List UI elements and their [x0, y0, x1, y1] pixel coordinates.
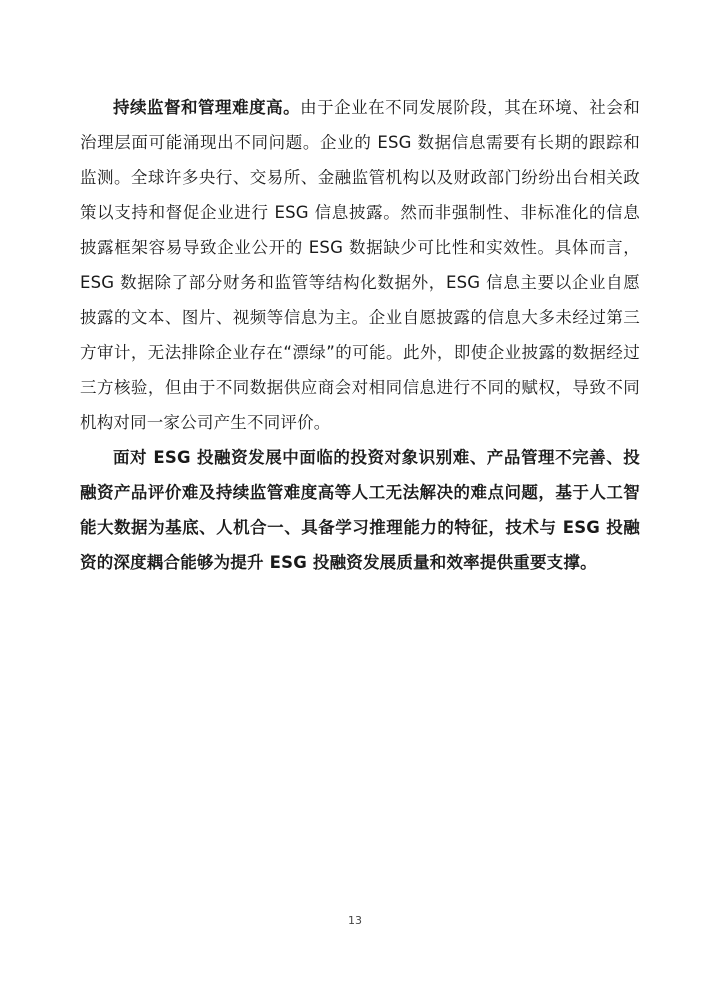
paragraph-body-text: 由于企业在不同发展阶段，其在环境、社会和治理层面可能涌现出不同问题。企业的 ESG 数据信息需要有长期的跟踪和监测。全球许多央行、交易所、金融监管机构以及财政部门纷纷出台相关政策以支持和督促企业进行 ESG 信息披露。然而非强制性、非标准化的信息披露框架容易导致企业公开的 ESG 数据缺少可比性和实效性。具体而言，ESG 数据除了部分财务和监管等结构化数据外，ESG 信息主要以企业自愿披露的文本、图片、视频等信息为主。企业自愿披露的信息大多未经过第三方审计，无法排除企业存在“漂绿”的可能。此外，即使企业披露的数据经过三方核验，但由于不同数据供应商会对相同信息进行不同的赋权，导致不同机构对同一家公司产生不同评价。: [80, 98, 640, 432]
paragraph-continuous-supervision: [80, 90, 640, 440]
paragraph-conclusion: 面对 ESG 投融资发展中面临的投资对象识别难、产品管理不完善、投融资产品评价难及持续监管难度高等人工无法解决的难点问题，基于人工智能大数据为基底、人机合一、具备学习推理能力的特征，技术与 ESG 投融资的深度耦合能够为提升 ESG 投融资发展质量和效率提供重要支撑。: [80, 448, 640, 572]
paragraph-lead-heading: 持续监督和管理难度高。: [113, 98, 301, 117]
page-number: 13: [348, 914, 362, 927]
body-text: [80, 90, 640, 580]
